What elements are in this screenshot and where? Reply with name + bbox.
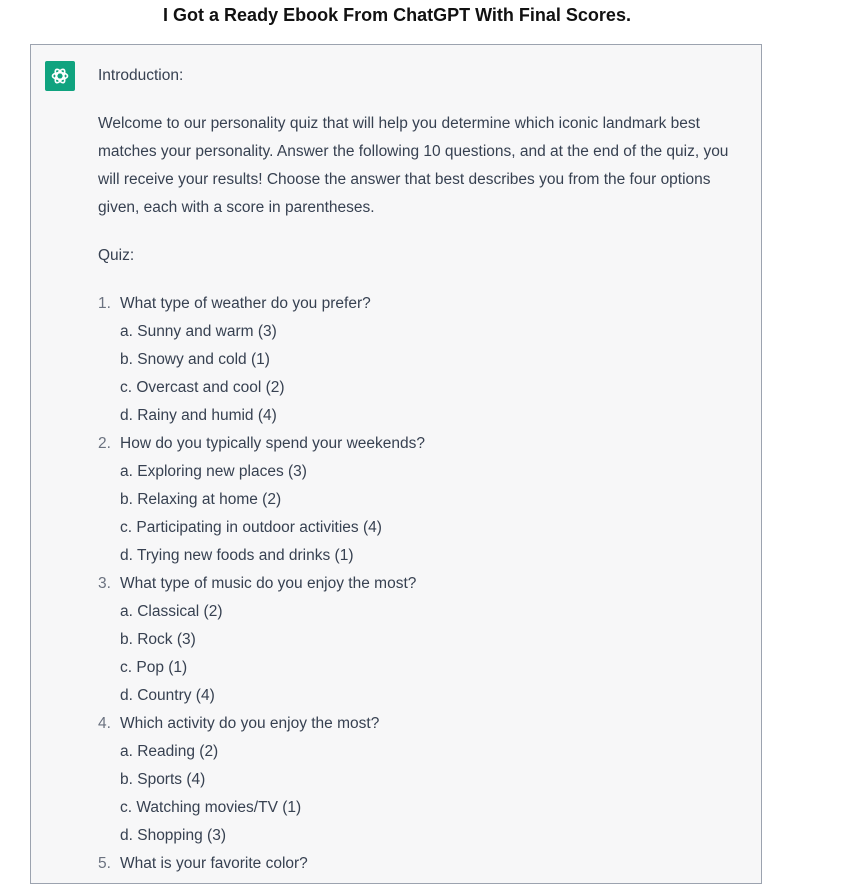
answer-option: d. Rainy and humid (4) <box>120 407 277 424</box>
quiz-question-item <box>98 570 748 710</box>
answer-option: a. Exploring new places (3) <box>120 463 307 480</box>
question-number: 3. <box>98 575 111 592</box>
question-text: What is your favorite color? <box>120 855 308 872</box>
answer-option: b. Rock (3) <box>120 631 196 648</box>
answer-option: d. Country (4) <box>120 687 215 704</box>
answer-option: b. Snowy and cold (1) <box>120 351 270 368</box>
quiz-question-item <box>98 430 748 570</box>
quiz-list <box>98 290 748 878</box>
question-row <box>98 290 748 318</box>
intro-paragraph: Welcome to our personality quiz that will help you determine which iconic landmark best matches your personality. Answer the following 10 questions, and at the end of the quiz, you will receive your results! Choose the answer that best describes you from the four options given, each with a score in parentheses. <box>98 115 729 216</box>
assistant-message <box>98 62 748 878</box>
answer-options <box>98 738 748 850</box>
question-number: 2. <box>98 435 111 452</box>
answer-option: c. Pop (1) <box>120 659 188 676</box>
quiz-question-item <box>98 850 748 878</box>
quiz-question-item <box>98 290 748 430</box>
answer-options <box>98 598 748 710</box>
answer-option: a. Sunny and warm (3) <box>120 323 277 340</box>
answer-option: a. Classical (2) <box>120 603 223 620</box>
question-row <box>98 850 748 878</box>
question-number: 4. <box>98 715 111 732</box>
question-text: How do you typically spend your weekends? <box>120 435 426 452</box>
answer-option: d. Shopping (3) <box>120 827 226 844</box>
intro-heading: Introduction: <box>98 67 184 84</box>
quiz-question-item <box>98 710 748 850</box>
page-title: I Got a Ready Ebook From ChatGPT With Final Scores. <box>163 5 631 25</box>
question-row <box>98 430 748 458</box>
openai-logo-icon <box>50 66 70 86</box>
question-number: 1. <box>98 295 111 312</box>
question-text: What type of music do you enjoy the most? <box>120 575 417 592</box>
chat-message-panel <box>30 44 762 884</box>
question-row <box>98 710 748 738</box>
quiz-heading: Quiz: <box>98 247 135 264</box>
assistant-avatar <box>45 61 75 91</box>
question-text: What type of weather do you prefer? <box>120 295 371 312</box>
answer-options <box>98 458 748 570</box>
question-number: 5. <box>98 855 111 872</box>
answer-option: a. Reading (2) <box>120 743 219 760</box>
answer-option: b. Relaxing at home (2) <box>120 491 282 508</box>
question-row <box>98 570 748 598</box>
answer-option: d. Trying new foods and drinks (1) <box>120 547 354 564</box>
answer-option: c. Watching movies/TV (1) <box>120 799 302 816</box>
answer-option: c. Participating in outdoor activities (4) <box>120 519 382 536</box>
answer-option: c. Overcast and cool (2) <box>120 379 285 396</box>
question-text: Which activity do you enjoy the most? <box>120 715 380 732</box>
answer-option: b. Sports (4) <box>120 771 206 788</box>
answer-options <box>98 318 748 430</box>
